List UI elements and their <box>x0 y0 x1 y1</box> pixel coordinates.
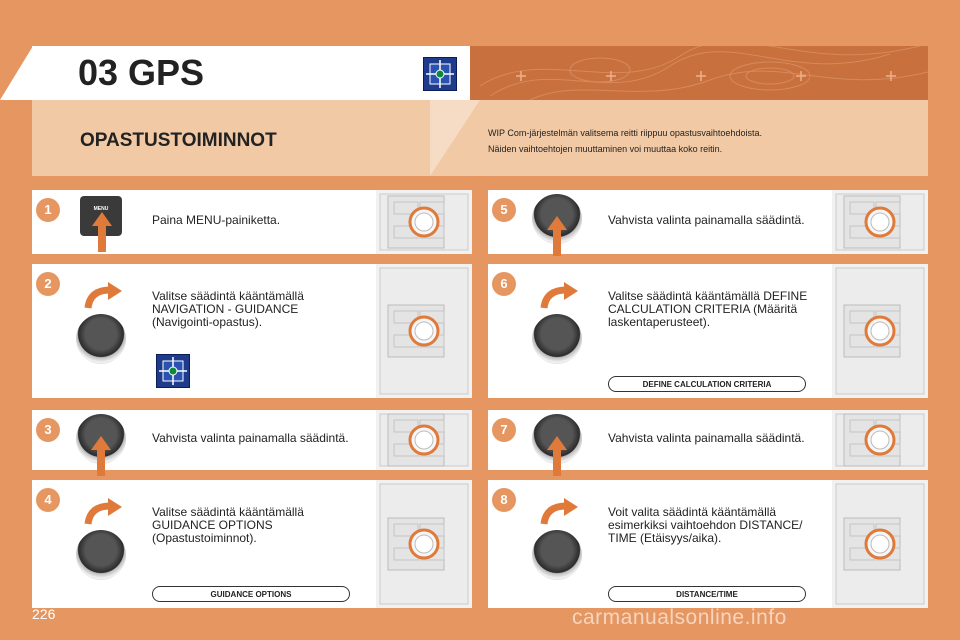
menu-button-icon: MENU <box>80 196 122 236</box>
press-arrow-icon <box>547 216 567 256</box>
header-corner <box>0 46 33 100</box>
watermark: carmanualsonline.info <box>572 606 787 629</box>
step-card-1 <box>32 190 472 254</box>
control-panel-photo <box>376 480 472 608</box>
step-number-badge: 1 <box>36 198 60 222</box>
control-panel-photo <box>832 480 928 608</box>
step-card-2 <box>32 264 472 398</box>
instruction-line: Paina MENU-painiketta. <box>152 213 281 227</box>
step-number-badge: 2 <box>36 272 60 296</box>
header-map-banner <box>470 46 928 100</box>
step-instruction <box>608 290 818 329</box>
step-number-badge: 6 <box>492 272 516 296</box>
step-instruction <box>152 214 362 227</box>
instruction-line: Valitse säädintä kääntämällä <box>152 289 304 303</box>
step-number-badge: 5 <box>492 198 516 222</box>
press-arrow-icon <box>547 436 567 476</box>
rotate-arrow-icon <box>540 498 580 526</box>
band-diagonal <box>430 100 480 176</box>
step-instruction <box>608 432 818 445</box>
step-number-badge: 7 <box>492 418 516 442</box>
instruction-line: Valitse säädintä kääntämällä DEFINE <box>608 289 808 303</box>
step-card-8 <box>488 480 928 608</box>
press-arrow-icon <box>91 436 111 476</box>
rotary-knob-icon <box>76 314 126 364</box>
map-contour-decoration <box>470 46 928 100</box>
step-instruction <box>152 506 362 545</box>
step-instruction <box>152 290 362 329</box>
page-number: 226 <box>32 606 56 622</box>
control-panel-photo <box>832 190 928 254</box>
intro-line-2: Näiden vaihtoehtojen muuttaminen voi muuttaa koko reitin. <box>488 144 723 154</box>
gps-crosshair-icon <box>156 354 190 388</box>
rotary-knob-icon <box>76 530 126 580</box>
instruction-line: Valitse säädintä kääntämällä <box>152 505 304 519</box>
rotary-knob-icon <box>532 314 582 364</box>
instruction-line: CALCULATION CRITERIA (Määritä <box>608 302 798 316</box>
screen-option-pill: DISTANCE/TIME <box>608 586 806 602</box>
instruction-line: Vahvista valinta painamalla säädintä. <box>608 431 805 445</box>
step-card-4 <box>32 480 472 608</box>
control-panel-photo <box>376 190 472 254</box>
step-card-6 <box>488 264 928 398</box>
chapter-number: 03 <box>78 52 119 93</box>
rotary-knob-icon <box>532 530 582 580</box>
instruction-line: Vahvista valinta painamalla säädintä. <box>608 213 805 227</box>
screen-option-pill: DEFINE CALCULATION CRITERIA <box>608 376 806 392</box>
instruction-line: Vahvista valinta painamalla säädintä. <box>152 431 349 445</box>
control-panel-photo <box>376 410 472 470</box>
instruction-line: (Navigointi-opastus). <box>152 315 263 329</box>
rotate-arrow-icon <box>84 498 124 526</box>
step-instruction <box>608 506 818 545</box>
step-card-5 <box>488 190 928 254</box>
instruction-line: Voit valita säädintä kääntämällä <box>608 505 777 519</box>
step-number-badge: 4 <box>36 488 60 512</box>
press-arrow-icon <box>92 212 112 252</box>
control-panel-photo <box>832 264 928 398</box>
control-panel-photo <box>832 410 928 470</box>
instruction-line: esimerkiksi vaihtoehdon DISTANCE/ <box>608 518 803 532</box>
chapter-title: GPS <box>128 52 205 93</box>
intro-line-1: WIP Com-järjestelmän valitsema reitti riippuu opastusvaihtoehdoista. <box>488 128 762 138</box>
gps-crosshair-icon <box>423 57 457 91</box>
step-instruction <box>608 214 818 227</box>
step-card-7 <box>488 410 928 470</box>
rotate-arrow-icon <box>540 282 580 310</box>
step-number-badge: 3 <box>36 418 60 442</box>
instruction-line: GUIDANCE OPTIONS <box>152 518 273 532</box>
instruction-line: laskentaperusteet). <box>608 315 711 329</box>
step-instruction <box>152 432 362 445</box>
instruction-line: (Opastustoiminnot). <box>152 531 257 545</box>
control-panel-photo <box>376 264 472 398</box>
step-number-badge: 8 <box>492 488 516 512</box>
instruction-line: TIME (Etäisyys/aika). <box>608 531 722 545</box>
step-card-3 <box>32 410 472 470</box>
instruction-line: NAVIGATION - GUIDANCE <box>152 302 299 316</box>
screen-option-pill: GUIDANCE OPTIONS <box>152 586 350 602</box>
rotate-arrow-icon <box>84 282 124 310</box>
section-title: OPASTUSTOIMINNOT <box>80 130 277 151</box>
